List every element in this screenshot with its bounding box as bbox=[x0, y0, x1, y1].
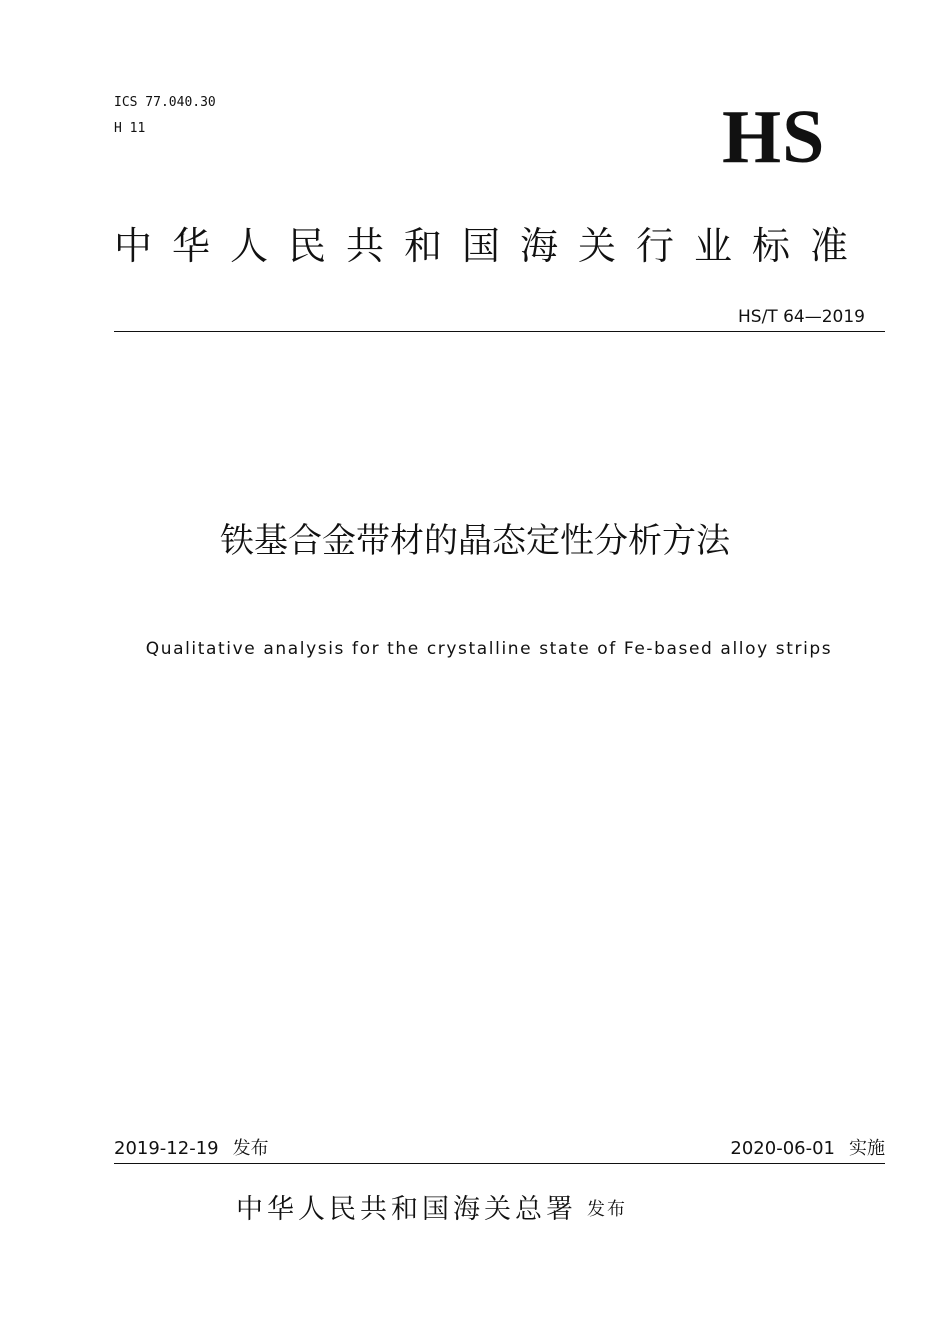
standard-class-heading: 中华人民共和国海关行业标准 bbox=[114, 224, 869, 268]
issue-date: 2019-12-19 bbox=[114, 1138, 219, 1159]
standard-number: HS/T 64—2019 bbox=[738, 307, 865, 327]
ics-code: ICS 77.040.30 bbox=[114, 95, 216, 110]
top-divider bbox=[114, 331, 885, 332]
publisher-name: 中华人民共和国海关总署 bbox=[236, 1194, 577, 1225]
category-code: H 11 bbox=[114, 121, 146, 136]
publisher-block bbox=[236, 1192, 627, 1228]
bottom-divider bbox=[114, 1163, 885, 1164]
implement-date: 2020-06-01 bbox=[730, 1138, 835, 1159]
publisher-suffix: 发布 bbox=[587, 1199, 627, 1220]
title-chinese: 铁基合金带材的晶态定性分析方法 bbox=[220, 521, 730, 561]
implement-date-block bbox=[730, 1136, 885, 1162]
issue-date-block bbox=[114, 1136, 269, 1162]
implement-label: 实施 bbox=[849, 1138, 885, 1159]
title-english: Qualitative analysis for the crystalline state of Fe-based alloy strips bbox=[145, 639, 833, 659]
hs-logo: HS bbox=[722, 95, 826, 179]
issue-label: 发布 bbox=[232, 1138, 269, 1159]
